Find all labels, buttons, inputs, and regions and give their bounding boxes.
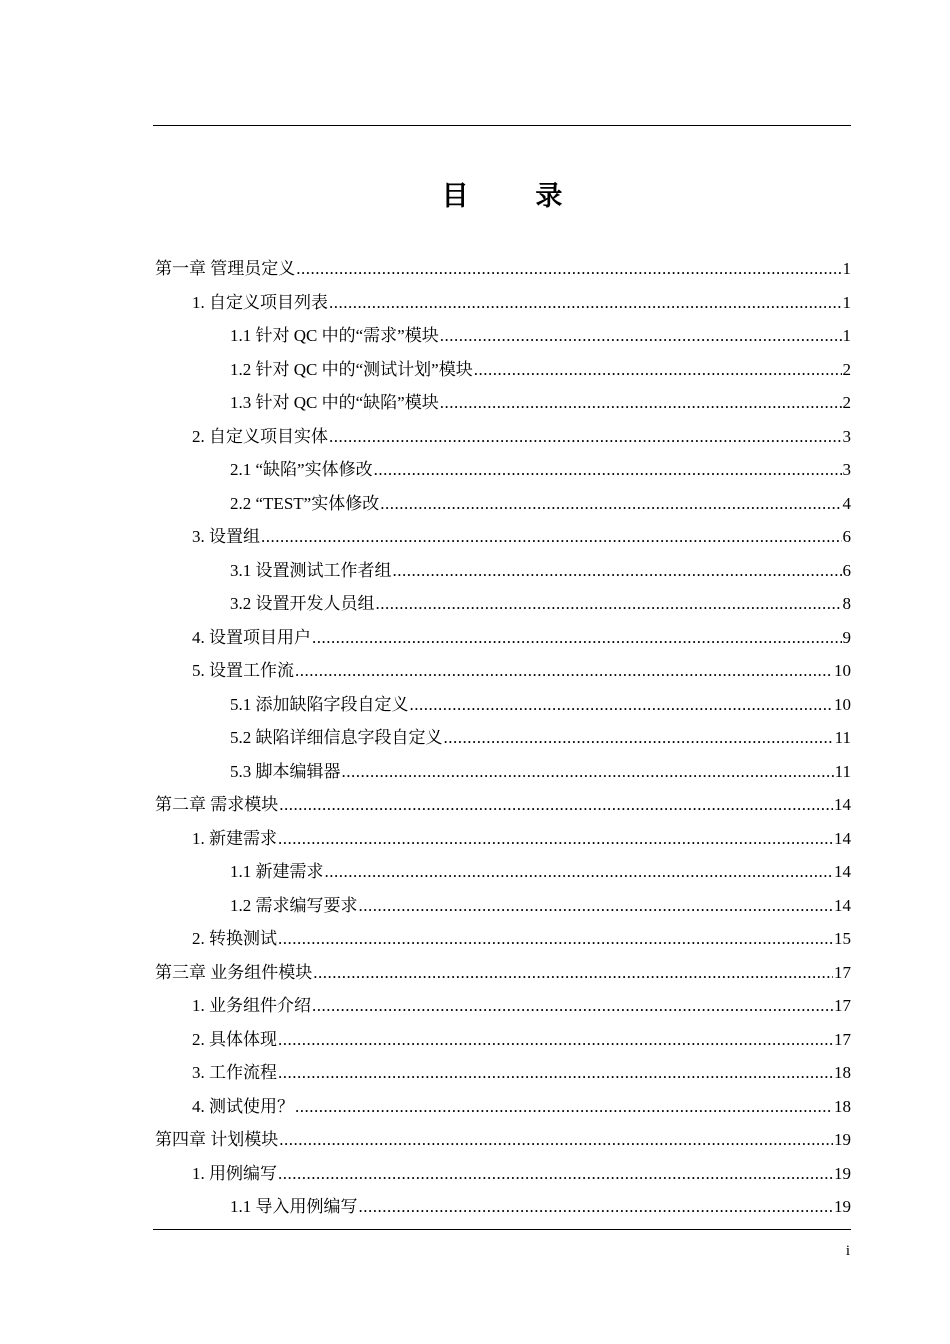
dot-leader: [325, 855, 834, 889]
toc-entry[interactable]: [153, 487, 851, 521]
toc-entry-label: 1.2 针对 QC 中的“测试计划”模块: [230, 359, 473, 379]
toc-entry[interactable]: [153, 755, 851, 789]
toc-entry-label: 5. 设置工作流: [192, 661, 294, 680]
toc-entry-label: 1. 业务组件介绍: [192, 996, 311, 1015]
toc-entry-page: 14: [834, 862, 851, 881]
dot-leader: [295, 654, 833, 688]
toc-entry-page: 2: [842, 393, 851, 412]
dot-leader: [278, 922, 833, 956]
toc-entry[interactable]: [153, 1090, 851, 1124]
toc-entry[interactable]: [153, 554, 851, 588]
toc-entry-page: 1: [842, 259, 851, 278]
dot-leader: [295, 1090, 833, 1124]
page-number: i: [845, 1243, 850, 1259]
toc-entry[interactable]: [153, 420, 851, 454]
toc-entry[interactable]: [153, 453, 851, 487]
dot-leader: [329, 420, 842, 454]
toc-entry-label: 1.1 新建需求: [230, 862, 324, 881]
toc-entry[interactable]: [153, 286, 851, 320]
table-of-contents: [153, 252, 851, 1224]
toc-entry-label: 1. 自定义项目列表: [192, 292, 328, 312]
dot-leader: [279, 788, 833, 822]
toc-entry-label: 1.3 针对 QC 中的“缺陷”模块: [230, 393, 439, 412]
toc-entry-label: 1. 用例编写: [192, 1163, 277, 1183]
toc-entry-page: 10: [834, 661, 851, 680]
dot-leader: [393, 554, 842, 588]
dot-leader: [374, 453, 842, 487]
dot-leader: [444, 721, 834, 755]
toc-entry-page: 6: [842, 527, 851, 546]
toc-entry-label: 5.1 添加缺陷字段自定义: [230, 694, 409, 714]
toc-entry-label: 5.3 脚本编辑器: [230, 761, 341, 781]
toc-entry-label: 2. 自定义项目实体: [192, 426, 328, 446]
toc-entry-label: 4. 测试使用？: [192, 1096, 294, 1116]
toc-entry-page: 18: [834, 1063, 851, 1082]
toc-entry-page: 6: [842, 560, 851, 580]
toc-entry-page: 10: [834, 694, 851, 714]
dot-leader: [376, 587, 842, 621]
toc-entry-page: 8: [842, 594, 851, 613]
toc-entry[interactable]: [153, 688, 851, 722]
dot-leader: [359, 889, 834, 923]
toc-entry-label: 1.1 导入用例编写: [230, 1197, 358, 1216]
dot-leader: [312, 621, 842, 655]
toc-entry-page: 17: [834, 996, 851, 1015]
toc-entry-page: 3: [842, 460, 851, 479]
toc-entry-label: 4. 设置项目用户: [192, 627, 311, 647]
toc-entry-label: 第二章 需求模块: [155, 795, 279, 814]
toc-entry-label: 第四章 计划模块: [155, 1130, 279, 1149]
dot-leader: [313, 956, 833, 990]
toc-entry-page: 14: [834, 895, 851, 915]
dot-leader: [261, 520, 842, 554]
toc-entry-label: 3.1 设置测试工作者组: [230, 560, 392, 580]
toc-entry[interactable]: [153, 721, 851, 755]
dot-leader: [278, 822, 833, 856]
toc-entry-page: 19: [834, 1130, 851, 1149]
dot-leader: [312, 989, 833, 1023]
toc-entry-page: 9: [842, 627, 851, 647]
toc-entry-label: 5.2 缺陷详细信息字段自定义: [230, 728, 443, 747]
dot-leader: [440, 386, 842, 420]
toc-entry-label: 第三章 业务组件模块: [155, 962, 313, 982]
toc-entry[interactable]: [153, 855, 851, 889]
dot-leader: [410, 688, 834, 722]
toc-entry[interactable]: [153, 1023, 851, 1057]
toc-entry[interactable]: [153, 822, 851, 856]
dot-leader: [329, 286, 842, 320]
header-rule: [153, 125, 851, 126]
toc-entry[interactable]: [153, 989, 851, 1023]
dot-leader: [359, 1190, 834, 1224]
toc-entry[interactable]: [153, 587, 851, 621]
toc-entry-label: 3. 工作流程: [192, 1063, 277, 1082]
toc-entry-label: 2.2 “TEST”实体修改: [230, 493, 380, 513]
toc-entry-page: 1: [842, 292, 851, 312]
dot-leader: [380, 487, 841, 521]
toc-entry[interactable]: [153, 386, 851, 420]
toc-entry-label: 3.2 设置开发人员组: [230, 594, 375, 613]
toc-entry-label: 2. 具体体现: [192, 1029, 277, 1049]
toc-entry[interactable]: [153, 353, 851, 387]
dot-leader: [278, 1157, 833, 1191]
toc-entry-page: 18: [834, 1096, 851, 1116]
toc-entry-page: 17: [834, 962, 851, 982]
toc-entry[interactable]: [153, 1056, 851, 1090]
toc-entry[interactable]: [153, 319, 851, 353]
toc-entry-page: 19: [834, 1197, 851, 1216]
toc-entry[interactable]: [153, 621, 851, 655]
toc-entry[interactable]: [153, 922, 851, 956]
toc-entry-label: 1.1 针对 QC 中的“需求”模块: [230, 326, 439, 345]
toc-entry-label: 1. 新建需求: [192, 828, 277, 848]
toc-entry-page: 19: [834, 1163, 851, 1183]
dot-leader: [296, 252, 841, 286]
toc-entry-label: 第一章 管理员定义: [155, 259, 296, 278]
toc-entry-page: 3: [842, 426, 851, 446]
toc-entry-page: 1: [842, 326, 851, 345]
toc-entry-page: 17: [834, 1029, 851, 1049]
toc-entry-label: 2. 转换测试: [192, 929, 277, 948]
toc-entry[interactable]: [153, 1123, 851, 1157]
toc-entry-page: 2: [842, 359, 851, 379]
toc-entry-label: 3. 设置组: [192, 527, 260, 546]
toc-entry-page: 14: [834, 795, 851, 814]
toc-entry[interactable]: [153, 956, 851, 990]
dot-leader: [279, 1123, 833, 1157]
toc-entry-page: 15: [834, 929, 851, 948]
toc-entry-page: 4: [842, 493, 851, 513]
toc-entry[interactable]: [153, 1157, 851, 1191]
dot-leader: [278, 1023, 833, 1057]
toc-entry[interactable]: [153, 1190, 851, 1224]
toc-entry-page: 11: [834, 728, 851, 747]
toc-entry-label: 1.2 需求编写要求: [230, 895, 358, 915]
dot-leader: [440, 319, 842, 353]
toc-entry[interactable]: [153, 654, 851, 688]
dot-leader: [342, 755, 834, 789]
toc-entry[interactable]: [153, 788, 851, 822]
toc-entry[interactable]: [153, 252, 851, 286]
dot-leader: [278, 1056, 833, 1090]
toc-entry-label: 2.1 “缺陷”实体修改: [230, 460, 373, 479]
toc-entry-page: 11: [834, 761, 851, 781]
toc-entry[interactable]: [153, 889, 851, 923]
dot-leader: [474, 353, 842, 387]
toc-title: 目 录: [441, 181, 593, 211]
toc-entry[interactable]: [153, 520, 851, 554]
footer-rule: [153, 1229, 851, 1230]
toc-entry-page: 14: [834, 828, 851, 848]
